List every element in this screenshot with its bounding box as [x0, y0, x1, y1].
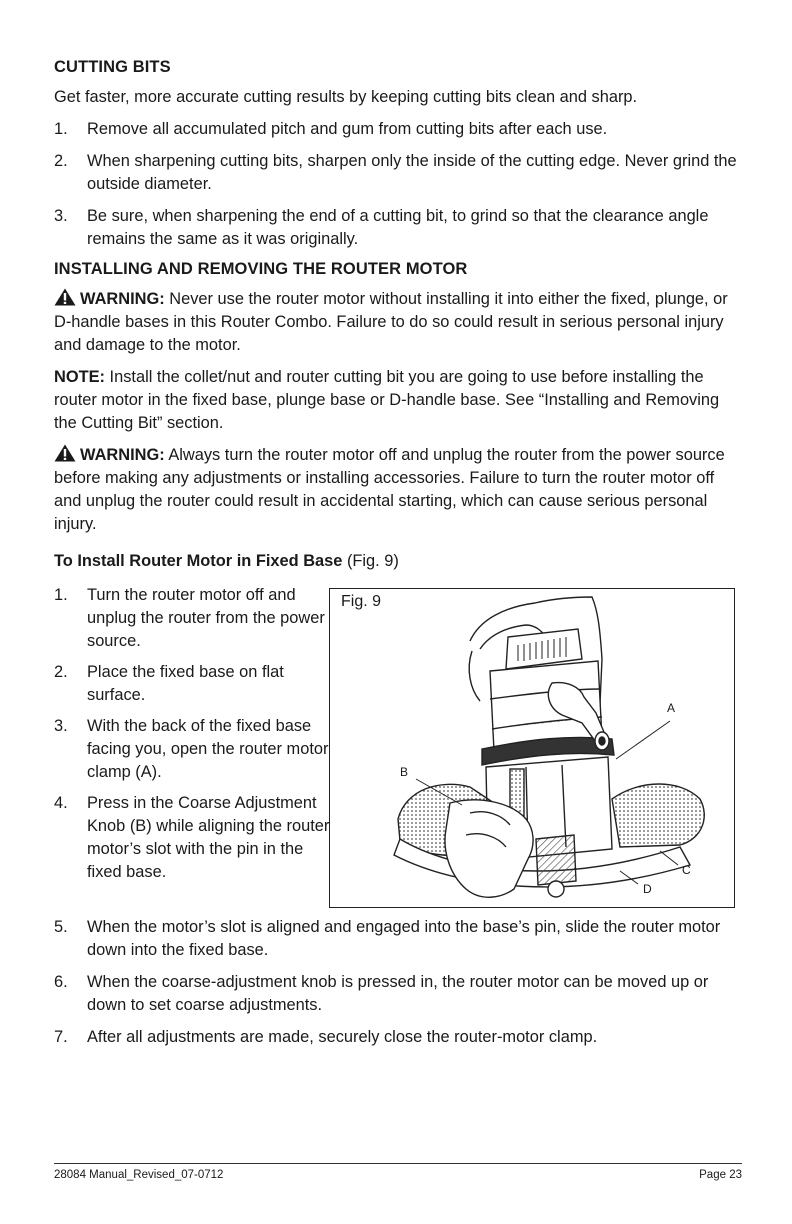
step-number: 1. [54, 120, 68, 138]
step-number: 6. [54, 973, 68, 991]
step-number: 5. [54, 918, 68, 936]
callout-b: B [400, 765, 409, 779]
step-text: When sharpening cutting bits, sharpen only the inside of the cutting edge. Never grind the outside diameter. [87, 152, 737, 193]
install-steps-full [54, 916, 742, 1049]
step-number: 7. [54, 1028, 68, 1046]
step-text: When the motor’s slot is aligned and engaged into the base’s pin, slide the router motor down into the fixed base. [87, 918, 721, 959]
step-text: Place the fixed base on flat surface. [87, 663, 284, 704]
router-illustration [330, 589, 733, 906]
fixed-base-heading-bold: To Install Router Motor in Fixed Base [54, 552, 343, 570]
warning-label: WARNING: [80, 290, 165, 308]
step-text: After all adjustments are made, securely close the router-motor clamp. [87, 1028, 598, 1046]
install-steps-left [54, 584, 334, 892]
manual-page [54, 58, 742, 1058]
fixed-base-heading-ref: (Fig. 9) [342, 552, 399, 570]
list-item [54, 661, 334, 707]
list-item [54, 971, 742, 1017]
list-item [54, 1026, 742, 1049]
step-number: 2. [54, 663, 68, 681]
warning-paragraph-2 [54, 444, 742, 536]
step-number: 4. [54, 794, 68, 812]
step-number: 1. [54, 586, 68, 604]
list-item [54, 584, 334, 653]
step-text: Be sure, when sharpening the end of a cutting bit, to grind so that the clearance angle remains the same as it was originally. [87, 207, 709, 248]
list-item [54, 118, 742, 141]
fixed-base-heading [54, 550, 742, 573]
step-text: Remove all accumulated pitch and gum from cutting bits after each use. [87, 120, 608, 138]
list-item [54, 792, 334, 884]
callout-c: C [682, 863, 691, 877]
cutting-bits-steps [54, 118, 742, 251]
warning-icon [54, 288, 76, 306]
warning-text: Always turn the router motor off and unplug the router from the power source before making any adjustments or installing accessories. Failure to turn the router motor off and unplug the router could result in accidental starting, which can cause serious personal injury. [54, 446, 725, 533]
warning-paragraph-1 [54, 288, 742, 357]
step-text: Turn the router motor off and unplug the router from the power source. [87, 586, 325, 650]
step-number: 3. [54, 207, 68, 225]
step-number: 2. [54, 152, 68, 170]
page-footer [54, 1163, 742, 1181]
warning-text: Never use the router motor without installing it into either the fixed, plunge, or D-handle bases in this Router Combo. Failure to do so could result in serious personal injury and damage to the motor. [54, 290, 728, 354]
install-section [54, 584, 742, 916]
figure-label: Fig. 9 [341, 593, 382, 610]
list-item [54, 916, 742, 962]
list-item [54, 715, 334, 784]
list-item [54, 150, 742, 196]
note-text: Install the collet/nut and router cutting bit you are going to use before installing the router motor in the fixed base, plunge base or D-handle base. See “Installing and Removing the Cutting Bit” section. [54, 368, 720, 432]
cutting-bits-intro: Get faster, more accurate cutting results by keeping cutting bits clean and sharp. [54, 88, 638, 106]
footer-page-number: Page 23 [699, 1169, 742, 1181]
step-number: 3. [54, 717, 68, 735]
cutting-bits-heading: CUTTING BITS [54, 58, 171, 76]
note-label: NOTE: [54, 368, 105, 386]
warning-label: WARNING: [80, 446, 165, 464]
footer-doc-id: 28084 Manual_Revised_07-0712 [54, 1169, 224, 1181]
step-text: Press in the Coarse Adjustment Knob (B) while aligning the router motor’s slot with the pin in the fixed base. [87, 794, 330, 881]
warning-icon [54, 444, 76, 462]
callout-d: D [643, 882, 652, 896]
figure-9 [329, 588, 735, 908]
callout-a: A [667, 701, 676, 715]
list-item [54, 205, 742, 251]
note-paragraph [54, 366, 742, 435]
step-text: When the coarse-adjustment knob is pressed in, the router motor can be moved up or down to set coarse adjustments. [87, 973, 709, 1014]
installing-heading: INSTALLING AND REMOVING THE ROUTER MOTOR [54, 260, 468, 278]
step-text: With the back of the fixed base facing you, open the router motor clamp (A). [87, 717, 329, 781]
